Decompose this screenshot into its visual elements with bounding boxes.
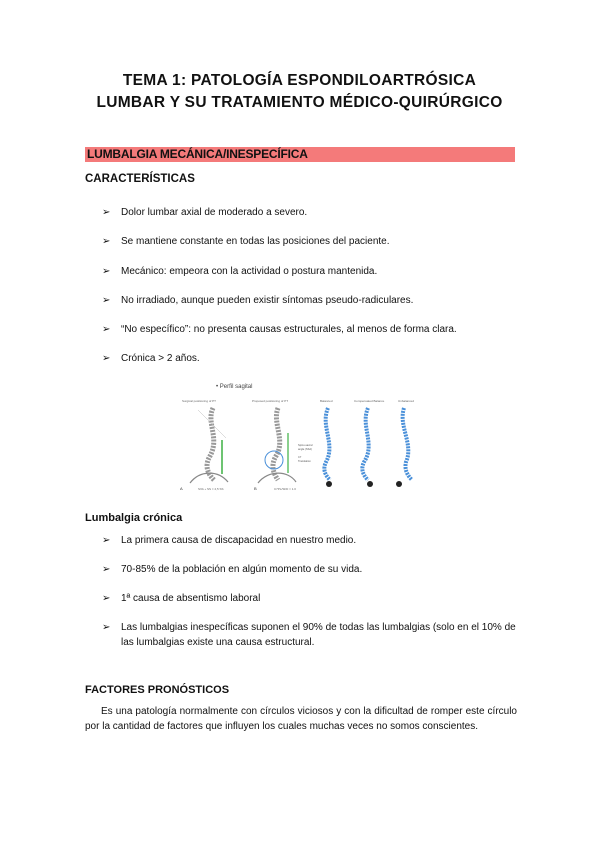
- panel2-label: Proposed positioning of PT: [252, 399, 289, 403]
- list-item-text: “No específico”: no presenta causas estructurales, al menos de forma clara.: [121, 324, 457, 335]
- factores-pronosticos-heading: FACTORES PRONÓSTICOS: [85, 684, 230, 696]
- title-line-2: LUMBAR Y SU TRATAMIENTO MÉDICO-QUIRÚRGICO: [96, 94, 503, 111]
- panel2-note-1: Spino-sacral: [298, 444, 313, 447]
- spine-illustration: [178, 378, 430, 498]
- panel2-bottom: C7PL/SFD = 1.0: [274, 487, 296, 491]
- arrow-bullet-icon: ➢: [102, 593, 111, 604]
- arrow-bullet-icon: ➢: [102, 207, 111, 218]
- lumbalgia-cronica-heading: Lumbalgia crónica: [85, 512, 183, 524]
- arrow-bullet-icon: ➢: [102, 353, 111, 364]
- panel1-bottom: SVA + SS = 2,5 SS: [198, 487, 224, 491]
- list-item-text: No irradiado, aunque pueden existir síntomas pseudo-radiculares.: [121, 295, 414, 306]
- spine-panel-1: [180, 408, 228, 491]
- section-heading-bar: [85, 147, 515, 162]
- list-item-text: Dolor lumbar axial de moderado a severo.: [121, 207, 308, 218]
- panel2-note-4: Translation: [298, 460, 311, 463]
- arrow-bullet-icon: ➢: [102, 236, 111, 247]
- section-heading: LUMBALGIA MECÁNICA/INESPECÍFICA: [87, 147, 308, 161]
- page-title: [40, 70, 559, 114]
- spine-panel-balanced: [324, 408, 332, 487]
- panel4-label: Compensated Balance: [354, 399, 385, 403]
- arrow-bullet-icon: ➢: [102, 564, 111, 575]
- spine-panel-compensated: [362, 408, 373, 487]
- panel2-note-3: C7: [298, 456, 302, 459]
- panel2-note-2: angle (SSA): [298, 448, 312, 451]
- list-item-text: Crónica > 2 años.: [121, 353, 200, 364]
- arrow-bullet-icon: ➢: [102, 324, 111, 335]
- arrow-bullet-icon: ➢: [102, 535, 111, 546]
- spine-panel-2: [254, 408, 313, 491]
- panel1-label: Surgical positioning of PT: [182, 399, 217, 403]
- title-line-1: TEMA 1: PATOLOGÍA ESPONDILOARTRÓSICA: [122, 72, 477, 89]
- arrow-bullet-icon: ➢: [102, 622, 111, 633]
- marker-a: A: [180, 486, 183, 491]
- list-item-text: Las lumbalgias inespecíficas suponen el 90% de todas las lumbalgias (solo en el 10% de las lumbalgias existe una causa estructural.: [121, 622, 516, 648]
- panel3-label: Balanced: [320, 399, 333, 403]
- figure-caption: • Perfil sagital: [216, 384, 253, 390]
- list-item-text: 70-85% de la población en algún momento de su vida.: [121, 564, 363, 575]
- factores-paragraph: Es una patología normalmente con círculos viciosos y con la dificultad de romper este círculo por la cantidad de factores que influyen los cuales muchas veces no somos conscientes.: [85, 706, 517, 732]
- caracteristicas-heading: CARACTERÍSTICAS: [85, 173, 195, 185]
- list-item-text: Se mantiene constante en todas las posiciones del paciente.: [121, 236, 390, 247]
- sagittal-profile-figure: [178, 378, 430, 498]
- spine-panel-unbalanced: [396, 408, 412, 487]
- marker-b: B: [254, 486, 257, 491]
- arrow-bullet-icon: ➢: [102, 266, 111, 277]
- list-item-text: La primera causa de discapacidad en nuestro medio.: [121, 535, 357, 546]
- list-item-text: Mecánico: empeora con la actividad o postura mantenida.: [121, 266, 378, 277]
- panel5-label: Unbalanced: [398, 399, 415, 403]
- list-item-text: 1ª causa de absentismo laboral: [121, 593, 261, 604]
- arrow-bullet-icon: ➢: [102, 295, 111, 306]
